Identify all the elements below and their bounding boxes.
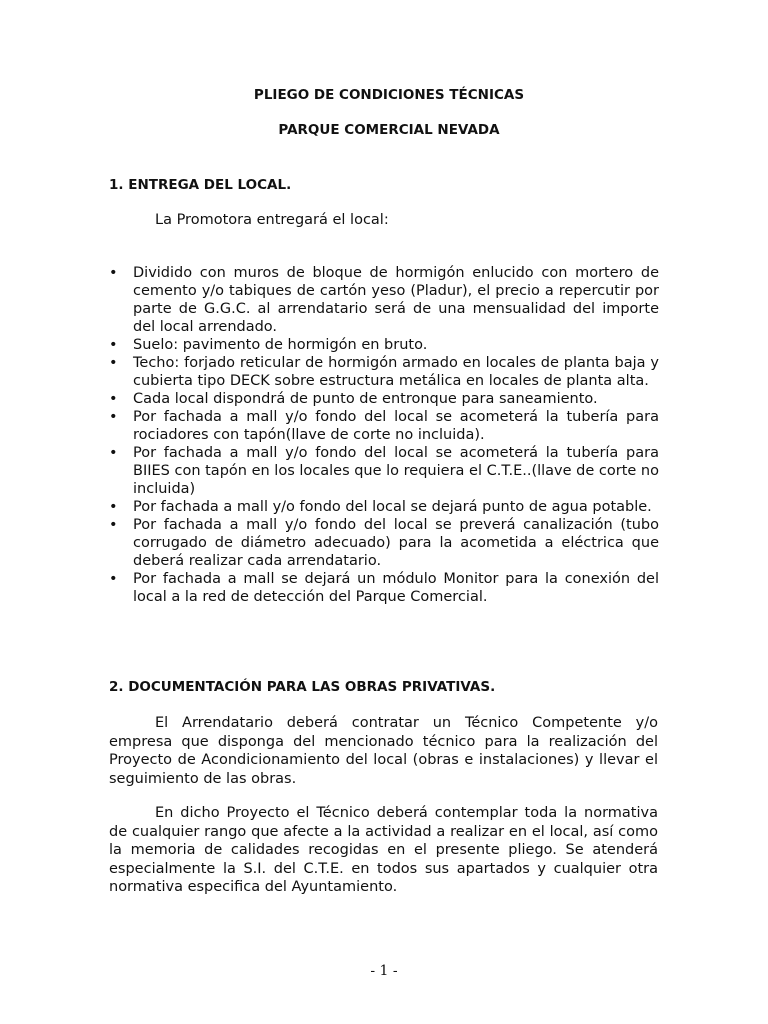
bullet-item: • Por fachada a mall y/o fondo del local se dejará punto de agua potable. <box>109 498 659 516</box>
bullet-item: • Por fachada a mall y/o fondo del local se acometerá la tubería para BIIES con tapón en los locales que lo requiera el C.T.E..(llave de corte no incluida) <box>109 444 659 498</box>
section-1-heading: 1. ENTREGA DEL LOCAL. <box>109 177 292 193</box>
bullet-item: • Cada local dispondrá de punto de entronque para saneamiento. <box>109 390 659 408</box>
bullet-item: • Dividido con muros de bloque de hormigón enlucido con mortero de cemento y/o tabiques de cartón yeso (Pladur), el precio a repercutir por parte de G.G.C. al arrendatario será de una mensualidad del importe del local arrendado. <box>109 264 659 336</box>
document-subtitle: PARQUE COMERCIAL NEVADA <box>278 122 500 138</box>
page-number: - 1 - <box>370 963 398 979</box>
bullet-item: • Techo: forjado reticular de hormigón armado en locales de planta baja y cubierta tipo DECK sobre estructura metálica en locales de planta alta. <box>109 354 659 390</box>
section-2-heading: 2. DOCUMENTACIÓN PARA LAS OBRAS PRIVATIVAS. <box>109 679 496 695</box>
bullet-item: • Por fachada a mall y/o fondo del local se preverá canalización (tubo corrugado de diámetro adecuado) para la acometida a eléctrica que deberá realizar cada arrendatario. <box>109 516 659 570</box>
document-title: PLIEGO DE CONDICIONES TÉCNICAS <box>253 87 525 103</box>
bullet-item: • Por fachada a mall y/o fondo del local se acometerá la tubería para rociadores con tapón(llave de corte no incluida). <box>109 408 659 444</box>
section-1-bullet-list <box>109 264 659 606</box>
section-1-intro: La Promotora entregará el local: <box>155 212 389 228</box>
section-2-paragraph: En dicho Proyecto el Técnico deberá contemplar toda la normativa de cualquier rango que afecte a la actividad a realizar en el local, así como la memoria de calidades recogidas en el presente pliego. Se atenderá especialmente la S.I. del C.T.E. en todos sus apartados y cualquier otra normativa especifica del Ayuntamiento. <box>109 805 658 895</box>
bullet-item: • Suelo: pavimento de hormigón en bruto. <box>109 336 659 354</box>
bullet-item: • Por fachada a mall se dejará un módulo Monitor para la conexión del local a la red de detección del Parque Comercial. <box>109 570 659 606</box>
section-2-paragraph: El Arrendatario deberá contratar un Técnico Competente y/o empresa que disponga del mencionado técnico para la realización del Proyecto de Acondicionamiento del local (obras e instalaciones) y llevar el seguimiento de las obras. <box>109 715 658 787</box>
